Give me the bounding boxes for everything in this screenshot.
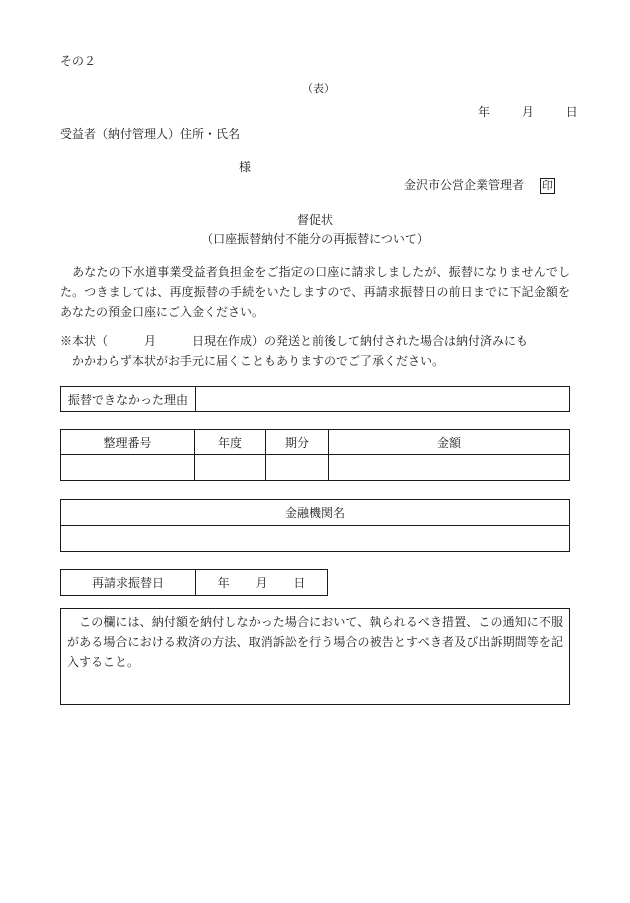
cell-ref-no[interactable] xyxy=(61,455,195,481)
date-month: 月 xyxy=(521,105,534,119)
date-day: 日 xyxy=(565,105,578,119)
header-amount: 金額 xyxy=(329,430,570,455)
reason-label: 振替できなかった理由 xyxy=(61,387,196,412)
body-paragraph: あなたの下水道事業受益者負担金をご指定の口座に請求しましたが、振替になりませんでした。つきましては、再度振替の手続をいたしますので、再請求振替日の前日までに下記金額をあなたの預金口座にご入金ください。 xyxy=(60,265,570,319)
sender-name: 金沢市公営企業管理者 xyxy=(404,178,525,192)
sender-block xyxy=(404,176,555,194)
remarks-text: この欄には、納付額を納付しなかった場合において、執られるべき措置、この通知に不服がある場合における救済の方法、取消訴訟を行う場合の被告とすべき者及び出訴期間等を記入すること。 xyxy=(67,615,563,669)
bank-table xyxy=(60,499,570,552)
bank-input[interactable] xyxy=(61,526,570,552)
cell-fiscal-year[interactable] xyxy=(195,455,266,481)
form-number: その２ xyxy=(60,54,97,68)
reason-table xyxy=(60,386,570,412)
rebill-table xyxy=(60,569,328,596)
issue-date xyxy=(478,103,578,120)
header-ref-no: 整理番号 xyxy=(61,430,195,455)
header-fiscal-year: 年度 xyxy=(195,430,266,455)
seal-mark: 印 xyxy=(541,179,553,192)
cell-amount[interactable] xyxy=(329,455,570,481)
date-year: 年 xyxy=(478,105,491,119)
note-line-1: ※本状（ 月 日現在作成）の発送と前後して納付された場合は納付済みにも xyxy=(60,334,529,348)
rebill-label: 再請求振替日 xyxy=(61,570,196,596)
reason-input[interactable] xyxy=(196,387,570,412)
bank-label: 金融機関名 xyxy=(61,500,570,526)
remarks-box xyxy=(60,608,570,705)
rebill-month: 月 xyxy=(255,576,268,590)
note-line-2: かかわらず本状がお手元に届くこともありますのでご了承ください。 xyxy=(72,354,445,368)
cell-installment[interactable] xyxy=(266,455,329,481)
document-title: 督促状 xyxy=(296,213,333,227)
header-installment: 期分 xyxy=(266,430,329,455)
rebill-year: 年 xyxy=(217,576,230,590)
amount-table xyxy=(60,429,570,481)
honorific: 様 xyxy=(239,160,252,174)
rebill-date[interactable] xyxy=(196,570,328,596)
front-side-label: （表） xyxy=(302,82,335,95)
recipient-line: 受益者（納付管理人）住所・氏名 xyxy=(60,127,241,141)
document-subtitle: （口座振替納付不能分の再振替について） xyxy=(201,232,429,246)
rebill-day: 日 xyxy=(293,576,306,590)
